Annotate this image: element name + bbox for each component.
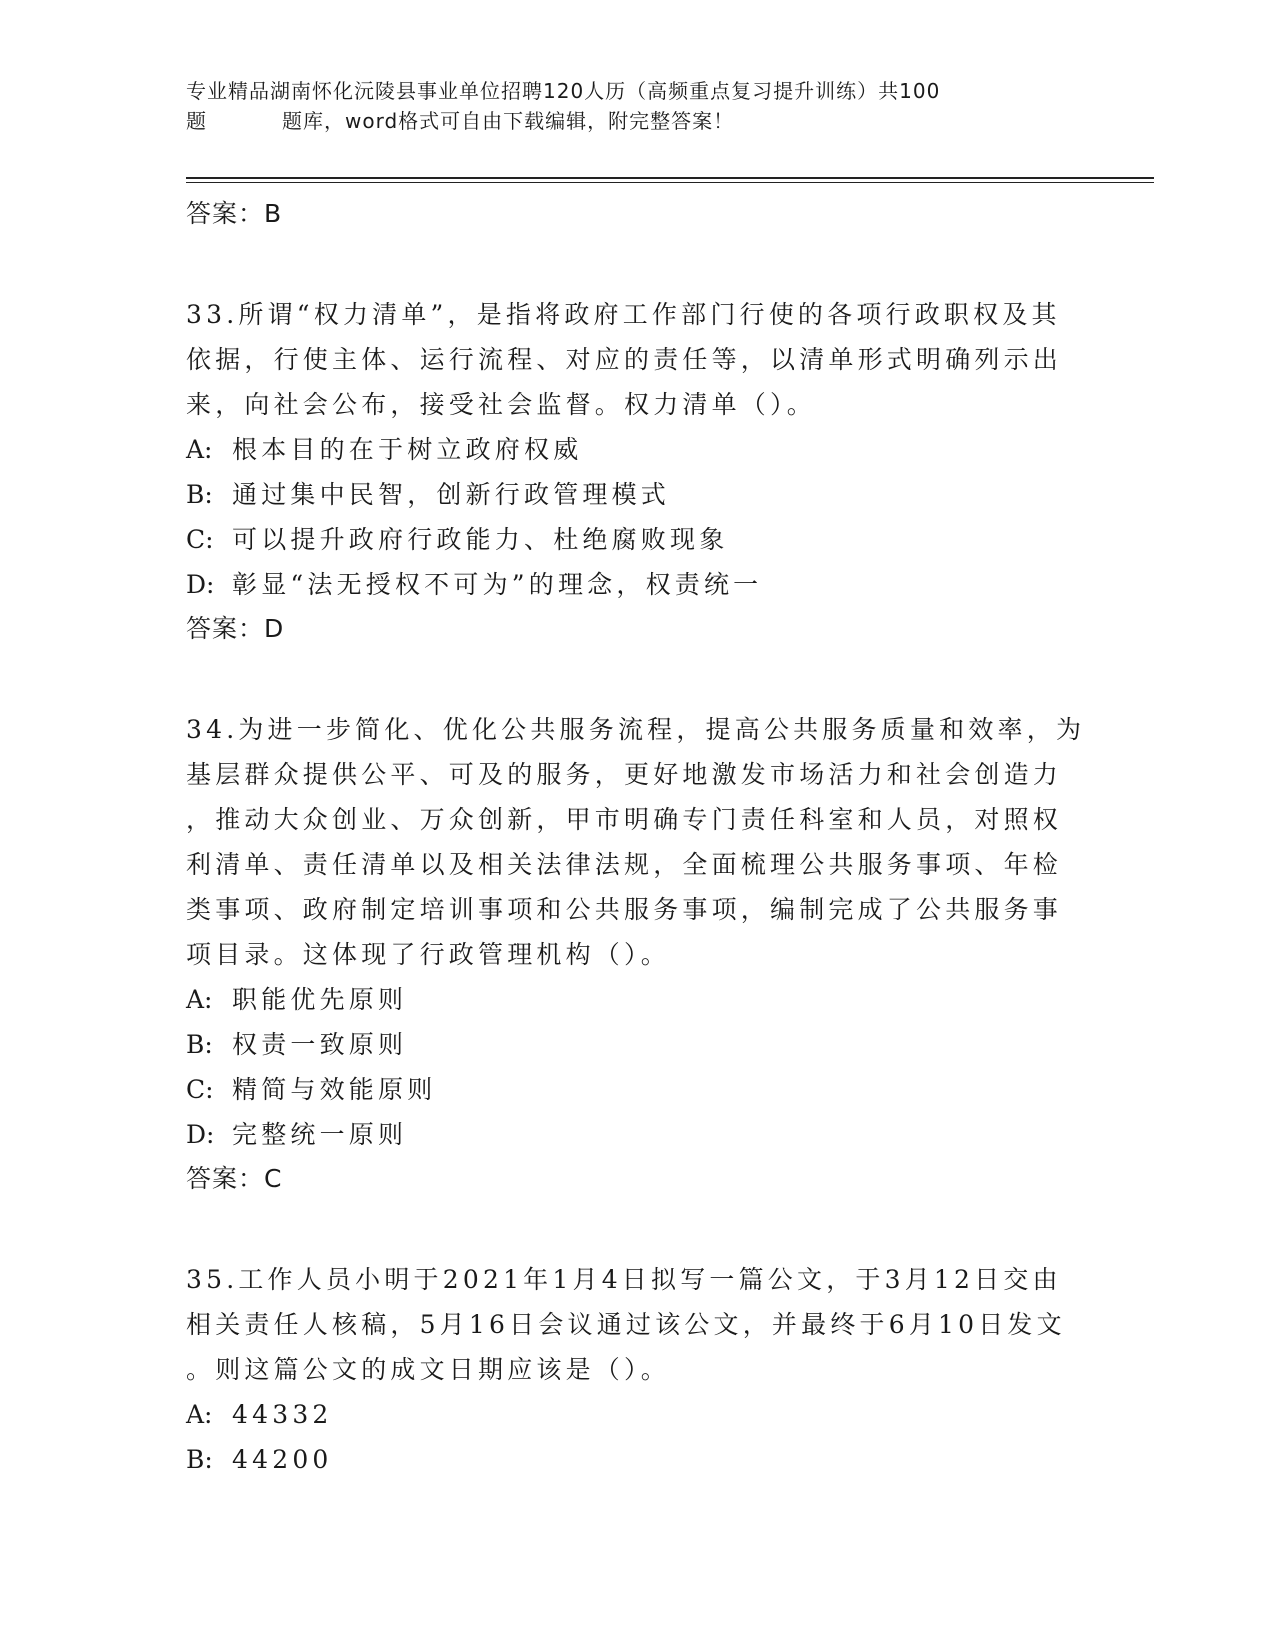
question-text-line: 相关责任人核稿，5月16日会议通过该公文，并最终于6月10日发文 [186, 1310, 1066, 1339]
header-line-1: 专业精品湖南怀化沅陵县事业单位招聘120人历（高频重点复习提升训练）共100 [186, 79, 941, 103]
question-text-line: ，推动大众创业、万众创新，甲市明确专门责任科室和人员，对照权 [186, 805, 1063, 834]
question-text-line: 基层群众提供公平、可及的服务，更好地激发市场活力和社会创造力 [186, 760, 1063, 789]
option-key: C: [186, 1075, 214, 1104]
question-text-line: 35.工作人员小明于2021年1月4日拟写一篇公文，于3月12日交由 [186, 1265, 1062, 1294]
question-text-line: 34.为进一步简化、优化公共服务流程，提高公共服务质量和效率，为 [186, 715, 1086, 744]
question-text-line: 类事项、政府制定培训事项和公共服务事项，编制完成了公共服务事 [186, 895, 1063, 924]
option-text: 职能优先原则 [232, 985, 408, 1014]
question-text-line: 。则这篇公文的成文日期应该是（）。 [186, 1355, 670, 1384]
option-key: B: [186, 1030, 213, 1059]
header-line-2 [186, 106, 1086, 136]
question-text-line: 来，向社会公布，接受社会监督。权力清单（）。 [186, 390, 816, 419]
option-text: 通过集中民智，创新行政管理模式 [232, 480, 671, 509]
header-divider-thin [186, 182, 1154, 183]
option-a [186, 1392, 1086, 1437]
option-text: 精简与效能原则 [232, 1075, 437, 1104]
option-c [186, 1067, 1086, 1112]
option-key: B: [186, 1445, 213, 1474]
question-34 [186, 707, 1086, 1201]
option-key: B: [186, 480, 213, 509]
question-text-line: 项目录。这体现了行政管理机构（）。 [186, 940, 670, 969]
option-a [186, 427, 1086, 472]
option-text: 根本目的在于树立政府权威 [232, 435, 583, 464]
previous-answer: 答案：B [186, 199, 283, 228]
header-divider-thick [186, 177, 1154, 179]
question-33 [186, 292, 1086, 651]
option-key: A: [186, 985, 213, 1014]
option-d [186, 1112, 1086, 1157]
question-33-answer: 答案：D [186, 614, 285, 643]
question-34-answer: 答案：C [186, 1164, 283, 1193]
question-34-stem [186, 707, 1086, 977]
option-key: C: [186, 525, 214, 554]
question-text-line: 依据，行使主体、运行流程、对应的责任等，以清单形式明确列示出 [186, 345, 1063, 374]
option-key: D: [186, 570, 215, 599]
document-header [186, 76, 1086, 136]
option-d [186, 562, 1086, 607]
question-35-stem [186, 1257, 1086, 1392]
option-b [186, 472, 1086, 517]
question-35 [186, 1257, 1086, 1482]
option-text: 44200 [232, 1445, 333, 1474]
option-b [186, 1437, 1086, 1482]
option-c [186, 517, 1086, 562]
option-key: A: [186, 435, 213, 464]
question-text-line: 33.所谓“权力清单”，是指将政府工作部门行使的各项行政职权及其 [186, 300, 1061, 329]
option-text: 44332 [232, 1400, 333, 1429]
header-line-2-head: 题 [186, 109, 207, 133]
option-text: 可以提升政府行政能力、杜绝腐败现象 [232, 525, 729, 554]
option-text: 权责一致原则 [232, 1030, 408, 1059]
option-b [186, 1022, 1086, 1067]
option-text: 彰显“法无授权不可为”的理念，权责统一 [232, 570, 763, 599]
question-33-stem [186, 292, 1086, 427]
option-a [186, 977, 1086, 1022]
option-text: 完整统一原则 [232, 1120, 408, 1149]
question-list [186, 192, 1086, 1482]
option-key: A: [186, 1400, 213, 1429]
header-line-2-tail: 题库，word格式可自由下载编辑，附完整答案！ [282, 109, 735, 133]
option-key: D: [186, 1120, 215, 1149]
question-text-line: 利清单、责任清单以及相关法律法规，全面梳理公共服务事项、年检 [186, 850, 1063, 879]
